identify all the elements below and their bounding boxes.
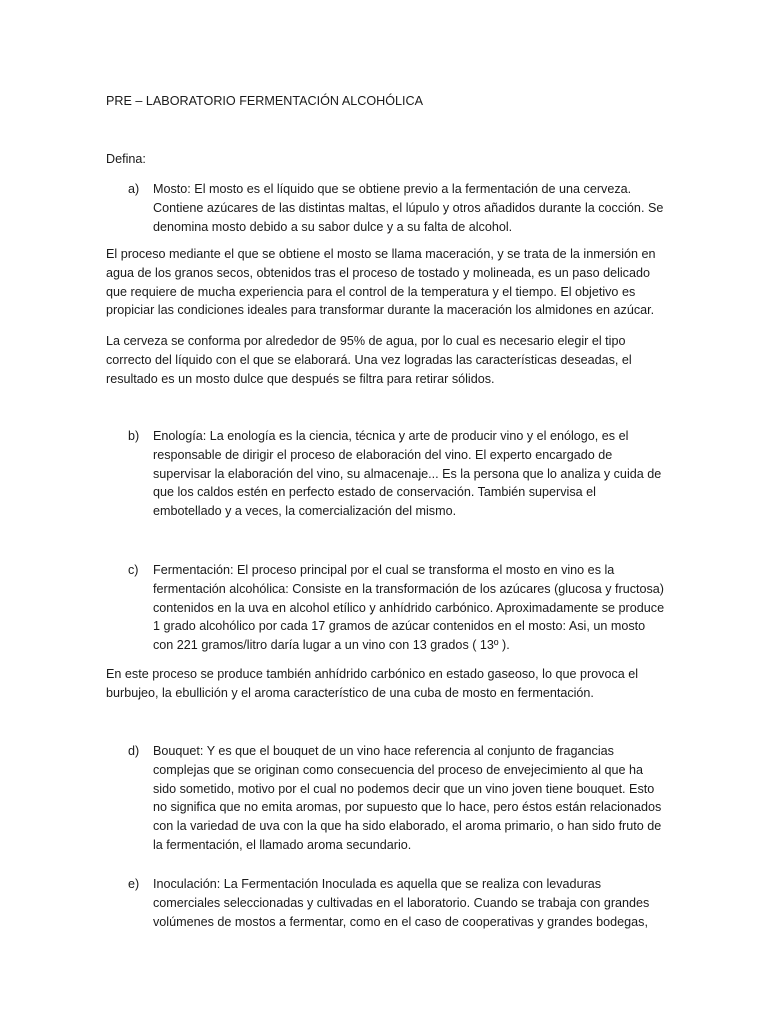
paragraph-cerveza: La cerveza se conforma por alrededor de 95% de agua, por lo cual es necesario elegir el tipo correcto del líquido con el que se elaborará. Una vez logradas las características deseadas, el resultado es un mosto dulce que después se filtra para retirar sólidos. — [106, 334, 632, 386]
list-marker: a) — [128, 182, 140, 196]
list-marker: e) — [128, 877, 140, 891]
paragraph-anhidrido: En este proceso se produce también anhídrido carbónico en estado gaseoso, lo que provoca el burbujeo, la ebullición y el aroma característico de una cuba de mosto en fermentación. — [106, 667, 639, 700]
list-item-text: Enología: La enología es la ciencia, técnica y arte de producir vino y el enólogo, es el responsable de dirigir el proceso de elaboración del vino. El experto encargado de supervisar la elaboración del vino, su almacenaje... Es la persona que lo analiza y cuida de que los caldos estén en perfecto estado de conservación. También supervisa el embotellado y a veces, la comercialización del mismo. — [153, 429, 662, 519]
list-item-c — [128, 561, 668, 655]
document-title: PRE – LABORATORIO FERMENTACIÓN ALCOHÓLICA — [106, 94, 424, 108]
list-item-text: Fermentación: El proceso principal por el cual se transforma el mosto en vino es la fermentación alcohólica: Consiste en la transformación de los azúcares (glucosa y fructosa) contenidos en la uva en alcohol etílico y anhídrido carbónico. Aproximadamente se produce 1 grado alcohólico por cada 17 gramos de azúcar contenidos en el mosto: Asi, un mosto con 221 gramos/litro daría lugar a un vino con 13 grados ( 13º ). — [153, 563, 665, 653]
paragraph-maceracion: El proceso mediante el que se obtiene el mosto se llama maceración, y se trata de la inmersión en agua de los granos secos, obtenidos tras el proceso de tostado y molineada, es un paso delicado que requiere de mucha experiencia para el control de la temperatura y el tiempo. El objetivo es propiciar las condiciones ideales para transformar durante la maceración los almidones en azúcar. — [106, 247, 656, 318]
intro-label: Defina: — [106, 152, 146, 166]
list-item-b — [128, 427, 668, 521]
list-item-a — [128, 180, 668, 236]
list-item-text: Bouquet: Y es que el bouquet de un vino hace referencia al conjunto de fragancias complejas que se originan como consecuencia del proceso de envejecimiento al que ha sido sometido, motivo por el cual no podemos decir que un vino joven tiene bouquet. Esto no significa que no emita aromas, por supuesto que lo hace, pero éstos están relacionados con la variedad de uva con la que ha sido elaborado, el aroma primario, o han sido fruto de la fermentación, el llamado aroma secundario. — [153, 744, 662, 852]
list-item-d — [128, 742, 668, 855]
list-marker: c) — [128, 563, 139, 577]
list-item-text: Inoculación: La Fermentación Inoculada es aquella que se realiza con levaduras comerciales seleccionadas y cultivadas en el laboratorio. Cuando se trabaja con grandes volúmenes de mostos a fermentar, como en el caso de cooperativas y grandes bodegas, — [153, 877, 650, 929]
list-marker: d) — [128, 744, 140, 758]
list-item-e — [128, 875, 668, 931]
list-item-text: Mosto: El mosto es el líquido que se obtiene previo a la fermentación de una cerveza. Contiene azúcares de las distintas maltas, el lúpulo y otros añadidos durante la cocción. Se denomina mosto debido a su sabor dulce y a su falta de alcohol. — [153, 182, 664, 234]
list-marker: b) — [128, 429, 140, 443]
